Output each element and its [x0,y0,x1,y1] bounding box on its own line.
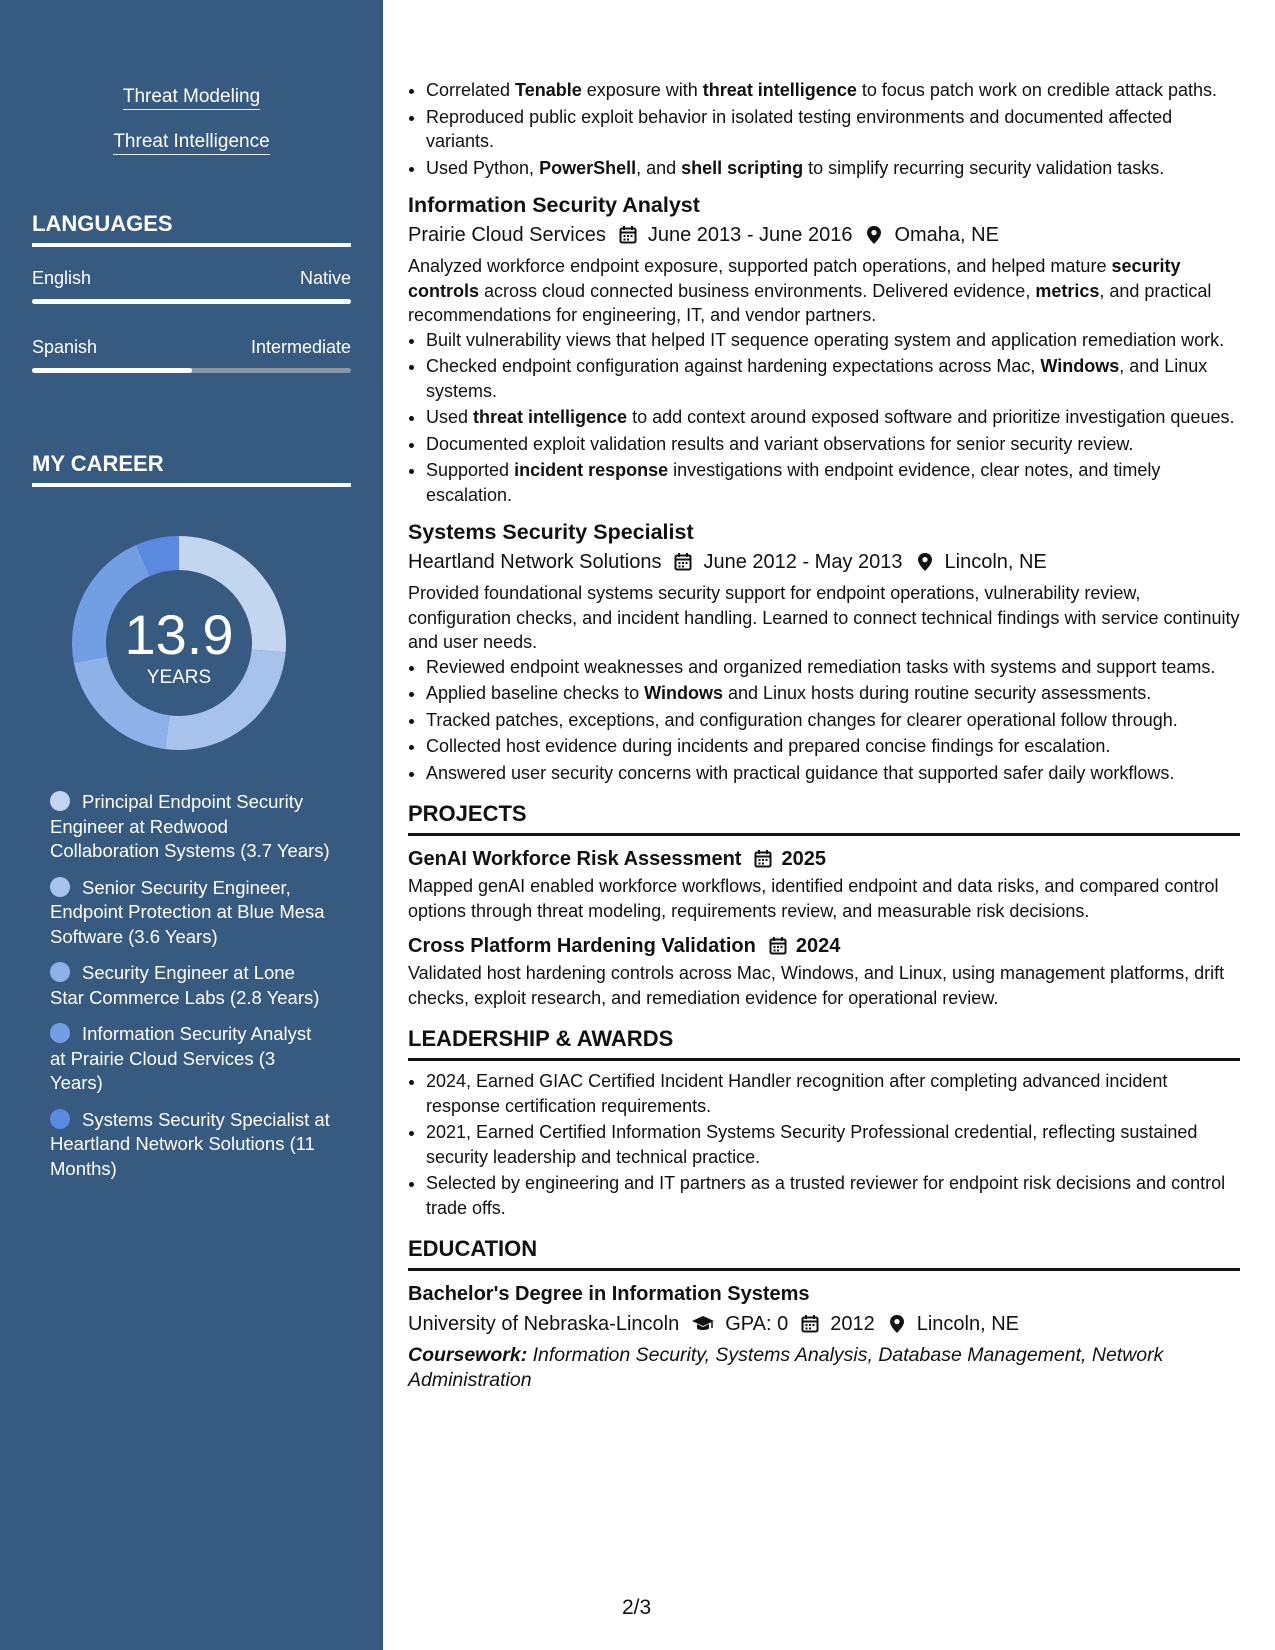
project-title-row [408,931,1240,961]
projects-heading: PROJECTS [408,799,1240,836]
career-item-label: Information Security Analyst at Prairie Cloud Services (3 Years) [50,1023,312,1093]
job-bullets [408,328,1240,508]
languages-heading: LANGUAGES [32,211,351,247]
bold-keyword: threat intelligence [702,80,857,100]
project-title: Cross Platform Hardening Validation [408,935,756,957]
job-systems-security-specialist [408,517,1240,785]
career-item [50,1108,330,1182]
skill-label: Threat Intelligence [113,131,269,155]
leadership-item: • 2024, Earned GIAC Certified Incident Handler recognition after completing advanced incident response certification requirements. [426,1069,1240,1118]
career-item-label: Principal Endpoint Security Engineer at Redwood Collaboration Systems (3.7 Years) [50,791,330,861]
bold-keyword: Windows [644,683,723,703]
leadership-item: • 2021, Earned Certified Information Systems Security Professional credential, reflecting sustained security leadership and technical practice. [426,1120,1240,1169]
project-description: Validated host hardening controls across Mac, Windows, and Linux, using management platforms, drift checks, exploit research, and remediation evidence for operational review. [408,963,1225,1008]
experience-bullets [408,78,1240,180]
career-item-label: Senior Security Engineer, Endpoint Protection at Blue Mesa Software (3.6 Years) [50,876,325,947]
job-meta [408,220,1240,250]
career-item [50,790,330,864]
career-donut-chart [66,530,292,756]
bullet-item: • Tracked patches, exceptions, and configuration changes for clearer operational follow through. [426,708,1240,733]
language-bar-english [32,299,351,304]
main-content [408,78,1240,1392]
job-title: Information Security Analyst [408,193,700,217]
bullet-item: • Reviewed endpoint weaknesses and organized remediation tasks with systems and support teams. [426,655,1240,680]
calendar-icon [768,936,788,956]
job-title: Systems Security Specialist [408,520,694,544]
coursework [408,1343,1240,1392]
job-information-security-analyst [408,190,1240,507]
skill-threat-intelligence[interactable] [0,131,383,153]
career-heading: MY CAREER [32,451,351,487]
project-year: 2024 [795,935,841,957]
company-name: Prairie Cloud Services [408,224,606,246]
career-item-label: Systems Security Specialist at Heartland Network Solutions (11 Months) [50,1108,330,1179]
leadership-list [408,1069,1240,1220]
bold-keyword: PowerShell [539,157,637,178]
bold-keyword: security controls [408,256,1181,301]
project-description: Mapped genAI enabled workforce workflows, identified endpoint and data risks, and compared control options through threat modeling, requirements review, and measurable risk decisions. [408,876,1219,921]
bullet-item: • Answered user security concerns with practical guidance that supported safer daily workflows. [426,761,1240,786]
bold-keyword: Windows [1040,356,1120,376]
skill-label: Threat Modeling [123,86,260,110]
bullet-item: • Correlated Tenable exposure with threat intelligence to focus patch work on credible attack paths. [426,78,1240,103]
language-name: Spanish [32,337,98,357]
bullet-item: • Supported incident response investigations with endpoint evidence, clear notes, and timely escalation. [426,458,1240,507]
project-title: GenAI Workforce Risk Assessment [408,848,742,870]
career-item-label: Security Engineer at Lone Star Commerce Labs (2.8 Years) [50,962,320,1008]
calendar-icon [800,1314,820,1334]
language-level: Native [299,268,351,288]
bold-keyword: incident response [514,460,669,480]
legend-dot [50,1109,70,1129]
language-spanish [32,337,351,358]
language-english [32,268,351,289]
project-title-row [408,844,1240,874]
project [408,931,1240,1010]
career-total: 13.9 [124,603,234,666]
coursework-label: Coursework: [408,1344,528,1366]
leadership-item: • Selected by engineering and IT partners as a trusted reviewer for endpoint risk decisions and control trade offs. [426,1171,1240,1220]
legend-dot [50,791,70,811]
project [408,844,1240,923]
job-dates: June 2013 - June 2016 [647,224,853,246]
calendar-icon [673,552,693,572]
location-pin-icon [915,552,935,572]
bullet-item: • Reproduced public exploit behavior in isolated testing environments and documented affected variants. [426,105,1240,154]
language-fill [32,299,351,304]
job-dates: June 2012 - May 2013 [703,551,903,573]
bullet-item: • Documented exploit validation results and variant observations for senior security review. [426,432,1240,457]
skill-threat-modeling[interactable] [0,86,383,108]
career-item [50,876,330,950]
career-unit: YEARS [146,667,212,688]
gpa: GPA: 0 [725,1313,789,1335]
language-bar-spanish [32,368,351,373]
career-item [50,1022,330,1096]
education-heading: EDUCATION [408,1234,1240,1271]
location-pin-icon [864,225,884,245]
job-summary: Analyzed workforce endpoint exposure, supported patch operations, and helped mature security controls across cloud connected business environments. Delivered evidence, metrics, and practical recommendations for engineering, IT, and vendor partners. [408,256,1212,325]
education-location: Lincoln, NE [916,1313,1020,1335]
bold-keyword: threat intelligence [473,407,628,427]
job-summary: Provided foundational systems security support for endpoint operations, vulnerability review, configuration checks, and incident handling. Learned to connect technical findings with service continuity and user needs. [408,583,1240,652]
bullet-item: • Used Python, PowerShell, and shell scripting to simplify recurring security validation tasks. [426,156,1240,181]
company-name: Heartland Network Solutions [408,551,662,573]
sidebar [0,0,383,1650]
school-name: University of Nebraska-Lincoln [408,1313,680,1335]
career-item [50,961,330,1010]
career-list [50,790,330,1193]
degree-title: Bachelor's Degree in Information Systems [408,1283,810,1305]
language-fill [32,368,192,373]
bullet-item: • Used threat intelligence to add context around exposed software and prioritize investigation queues. [426,405,1240,430]
bullet-item: • Collected host evidence during incidents and prepared concise findings for escalation. [426,734,1240,759]
bullet-item: • Applied baseline checks to Windows and Linux hosts during routine security assessments. [426,681,1240,706]
education-meta [408,1309,1240,1339]
language-name: English [32,268,92,288]
graduation-cap-icon [691,1314,715,1334]
legend-dot [50,1023,70,1043]
bold-keyword: Tenable [515,80,582,100]
location-pin-icon [887,1314,907,1334]
legend-dot [50,877,70,897]
job-bullets [408,655,1240,786]
calendar-icon [618,225,638,245]
calendar-icon [753,849,773,869]
bullet-item: • Checked endpoint configuration against hardening expectations across Mac, Windows, and Linux systems. [426,354,1240,403]
bold-keyword: shell scripting [681,157,804,178]
language-level: Intermediate [250,337,351,357]
graduation-year: 2012 [830,1313,875,1335]
bold-keyword: metrics [1035,280,1100,301]
job-location: Omaha, NE [894,224,999,246]
job-meta [408,547,1240,577]
page-number: 2/3 [622,1596,652,1619]
project-year: 2025 [781,848,826,870]
coursework-list: Information Security, Systems Analysis, Database Management, Network Administration [408,1344,1164,1391]
bullet-item: • Built vulnerability views that helped IT sequence operating system and application remediation work. [426,328,1240,353]
job-location: Lincoln, NE [944,551,1047,573]
leadership-heading: LEADERSHIP & AWARDS [408,1024,1240,1061]
legend-dot [50,962,70,982]
